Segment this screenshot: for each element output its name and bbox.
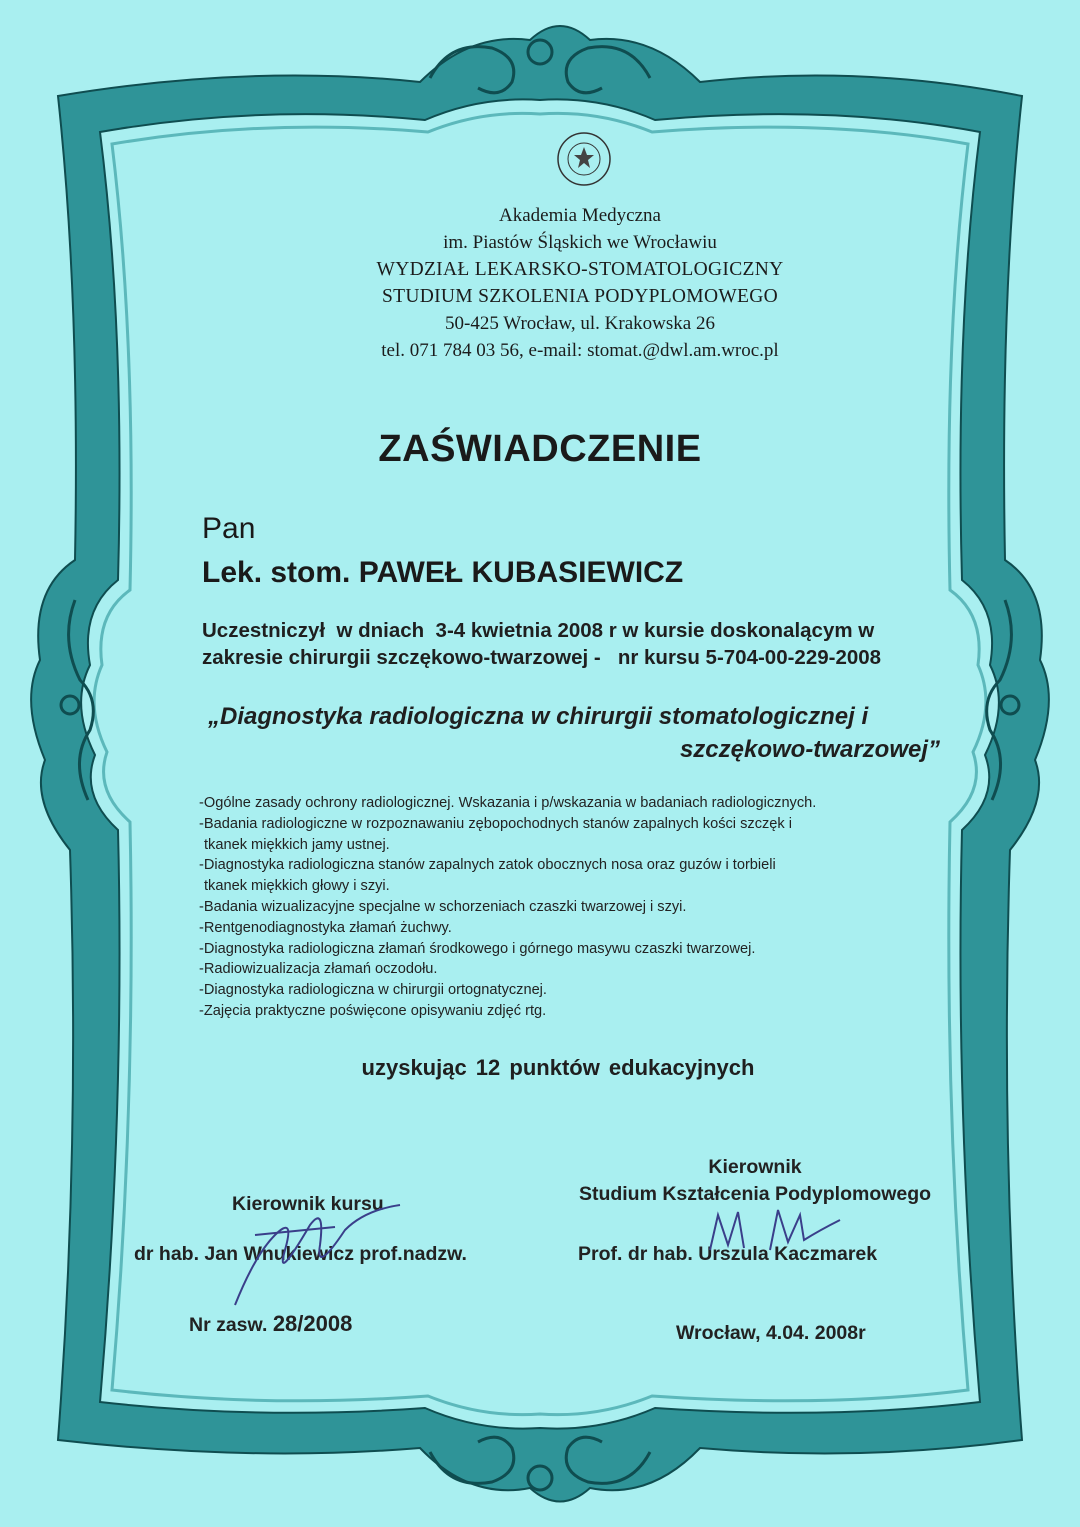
institution-header: [300, 202, 860, 364]
list-item: -Badania wizualizacyjne specjalne w schorzeniach czaszki twarzowej i szyi.: [199, 898, 687, 915]
recipient-salutation: Pan: [202, 512, 256, 545]
list-item: tkanek miękkich głowy i szyi.: [204, 878, 390, 895]
study-head-label-line2: Studium Kształcenia Podyplomowego: [578, 1183, 932, 1205]
course-head-name: dr hab. Jan Wnukiewicz prof.nadzw.: [134, 1243, 467, 1265]
list-item: -Diagnostyka radiologiczna stanów zapalnych zatok obocznych nosa oraz guzów i torbieli: [199, 857, 776, 874]
participation-line2: zakresie chirurgii szczękowo-twarzowej - nr kursu 5-704-00-229-2008: [202, 646, 882, 669]
participation-line1: Uczestniczył w dniach 3-4 kwietnia 2008 r w kursie doskonalącym w: [202, 619, 875, 642]
issue-date: Wrocław, 4.04. 2008r: [676, 1322, 866, 1344]
list-item: -Diagnostyka radiologiczna w chirurgii ortognatycznej.: [199, 982, 547, 999]
registration-value: 28/2008: [272, 1311, 353, 1336]
education-points: uzyskując 12 punktów edukacyjnych: [361, 1055, 755, 1080]
institution-line1: Akademia Medyczna: [499, 205, 661, 226]
contact: tel. 071 784 03 56, e-mail: stomat.@dwl.am.wroc.pl: [381, 340, 779, 361]
address: 50-425 Wrocław, ul. Krakowska 26: [445, 313, 715, 334]
registration-number: [189, 1311, 352, 1337]
list-item: -Radiowizualizacja złamań oczodołu.: [199, 961, 438, 978]
list-item: -Rentgenodiagnostyka złamań żuchwy.: [199, 919, 452, 936]
study-name: STUDIUM SZKOLENIA PODYPLOMOWEGO: [381, 286, 779, 307]
study-head-label-line1: Kierownik: [708, 1156, 802, 1178]
course-title-line1: „Diagnostyka radiologiczna w chirurgii stomatologicznej i: [208, 703, 869, 730]
recipient-name: Lek. stom. PAWEŁ KUBASIEWICZ: [202, 556, 684, 589]
list-item: tkanek miękkich jamy ustnej.: [204, 836, 390, 853]
study-head-label: [550, 1154, 960, 1208]
study-head-name: Prof. dr hab. Urszula Kaczmarek: [578, 1243, 878, 1265]
list-item: -Diagnostyka radiologiczna złamań środkowego i górnego masywu czaszki twarzowej.: [199, 940, 756, 957]
institution-line2: im. Piastów Śląskich we Wrocławiu: [443, 232, 717, 253]
list-item: -Badania radiologiczne w rozpoznawaniu zębopochodnych stanów zapalnych kości szczęk i: [199, 815, 793, 832]
faculty-name: WYDZIAŁ LEKARSKO-STOMATOLOGICZNY: [376, 259, 784, 280]
university-seal-icon: [556, 131, 612, 187]
course-title-line2: szczękowo-twarzowej”: [679, 736, 940, 763]
recipient-block: [202, 507, 683, 595]
participation-text: [202, 617, 881, 671]
document-title: ZAŚWIADCZENIE: [378, 428, 702, 470]
topics-list: [199, 793, 979, 1022]
course-head-label: Kierownik kursu: [232, 1193, 384, 1215]
list-item: -Zajęcia praktyczne poświęcone opisywaniu zdjęć rtg.: [199, 1002, 547, 1019]
list-item: -Ogólne zasady ochrony radiologicznej. Wskazania i p/wskazania w badaniach radiologicznych.: [199, 795, 817, 811]
registration-label: Nr zasw.: [189, 1314, 268, 1336]
course-title: [208, 700, 958, 766]
